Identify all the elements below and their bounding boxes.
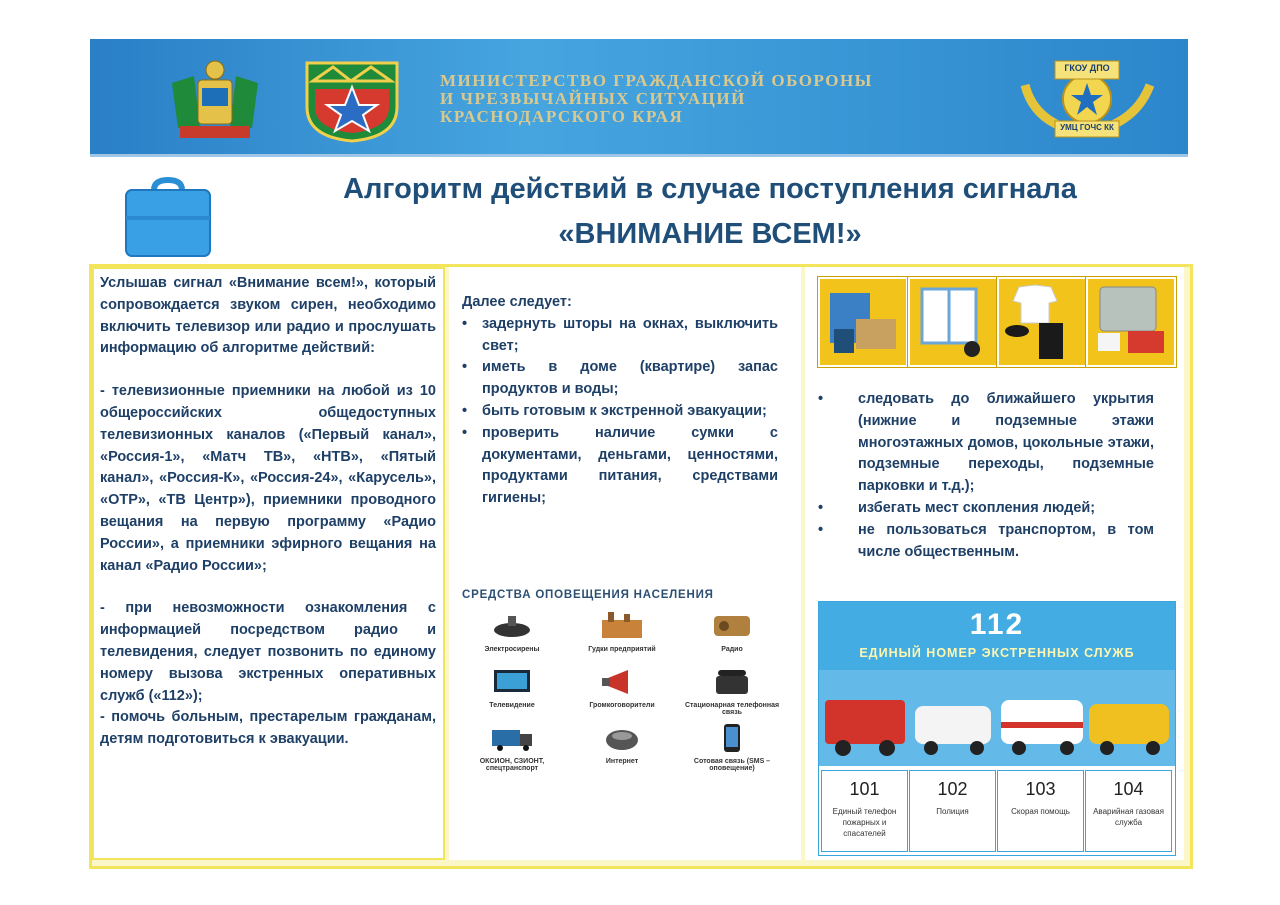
ministry-line: МИНИСТЕРСТВО ГРАЖДАНСКОЙ ОБОРОНЫ [440,71,873,90]
phone-icon [708,666,756,696]
notify-item: Интернет [572,722,672,765]
service-number: 103 [1025,779,1056,799]
tv-icon [488,666,536,696]
list-item: • следовать до ближайшего укрытия (нижние и подземные этажи многоэтажных домов, цокольные этажи, подземные переходы, подземные парковки и т.д.); [818,389,1154,498]
paragraph: - помочь больным, престарелым гражданам, детям подготовиться к эвакуации. [100,709,436,748]
clothes-icon [999,279,1085,365]
list-item: • иметь в доме (квартире) запас продуктов и воды; [462,357,778,401]
list-item: • не пользоваться транспортом, в том числе общественным. [818,520,1154,564]
action-list [462,314,778,510]
ministry-line: КРАСНОДАРСКОГО КРАЯ [440,107,684,126]
notify-item: Сотовая связь (SMS – оповещение) [682,722,782,772]
banner-stripe [90,154,1188,157]
service-number: 101 [849,779,880,799]
internet-icon [598,722,646,752]
page-title: Алгоритм действий в случае поступления сигнала [343,173,1077,205]
siren-icon [488,610,536,640]
notify-item: Стационарная телефонная связь [682,666,782,716]
notify-item: Гудки предприятий [572,610,672,653]
notify-item: ОКСИОН, СЗИОНТ, спецтранспорт [462,722,562,772]
list-item: • быть готовым к экстренной эвакуации; [462,401,778,423]
documents-icon [820,279,906,365]
paragraph: - телевизионные приемники на любой из 10 общероссийских общедоступных телевизионных каналов («Первый канал», «Россия-1», «Матч ТВ», «НТВ», «Пятый канал», «Россия-К», «Россия-24», «Карусель», «ОТР», «ТВ Центр»), приемники проводного вещания на первую программу «Радио России», а приемники эфирного вещания на канал «Радио России»; [100,383,436,574]
service-number: 102 [937,779,968,799]
list-item: • избегать мест скопления людей; [818,498,1154,520]
page-subtitle: «ВНИМАНИЕ ВСЕМ!» [558,218,862,250]
radio-icon [708,610,756,640]
middle-column-text [462,292,778,510]
emergency-vehicles [819,670,1175,766]
briefcase-icon [122,176,214,262]
factory-icon [598,610,646,640]
mchs-emblem-icon [303,59,401,143]
shelter-list [818,389,1154,563]
mobile-phone-icon [708,722,756,752]
emblem-top-text: ГКОУ ДПО [1064,63,1110,73]
notify-item: Громкоговорители [572,666,672,709]
service-description: Единый телефон пожарных и спасателей [832,807,897,838]
service-cell-101 [821,770,908,852]
documents-bag-photo [818,277,908,367]
service-description: Скорая помощь [1011,807,1070,816]
paragraph: - при невозможности ознакомления с информацией посредством радио и телевидения, следует позвонить по единому номеру вызова экстренных оперативных служб («112»); [100,600,436,704]
list-item: • проверить наличие сумки с документами, деньгами, ценностями, продуктами питания, средствами гигиены; [462,423,778,510]
ministry-name [440,72,873,126]
service-cell-102 [909,770,996,852]
service-cell-104 [1085,770,1172,852]
service-description: Полиция [936,807,969,816]
emergency-number: 112 [969,608,1025,641]
notification-title: СРЕДСТВА ОПОВЕЩЕНИЯ НАСЕЛЕНИЯ [462,589,714,601]
emergency-112-poster [818,601,1176,856]
notify-item: Радио [682,610,782,653]
list-item: • задернуть шторы на окнах, выключить свет; [462,314,778,358]
service-cell-103 [997,770,1084,852]
paragraph: Услышав сигнал «Внимание всем!», который сопровождается звуком сирен, необходимо включить телевизор или радио и прослушать информацию об алгоритме действий: [100,275,436,357]
list-heading: Далее следует: [462,294,572,310]
krasnodar-coat-of-arms-icon [160,58,270,144]
ministry-line: И ЧРЕЗВЫЧАЙНЫХ СИТУАЦИЙ [440,89,746,108]
clothes-photo [997,277,1087,367]
notify-item: Телевидение [462,666,562,709]
notify-item: Электросирены [462,610,562,653]
vehicles-icon [819,670,1175,766]
emblem-bottom-text: УМЦ ГОЧС КК [1060,123,1114,132]
left-column-text [100,273,436,751]
service-number: 104 [1113,779,1144,799]
supplies-icon [1088,279,1174,365]
right-column-text [818,389,1154,563]
emergency-subtitle: ЕДИНЫЙ НОМЕР ЭКСТРЕННЫХ СЛУЖБ [859,646,1135,660]
service-description: Аварийная газовая служба [1093,807,1164,827]
umc-emblem [1015,55,1160,143]
truck-icon [488,722,536,752]
supplies-photo [1086,277,1176,367]
notification-grid [458,606,786,776]
window-photo [908,277,998,367]
window-icon [910,279,996,365]
loudspeaker-icon [598,666,646,696]
